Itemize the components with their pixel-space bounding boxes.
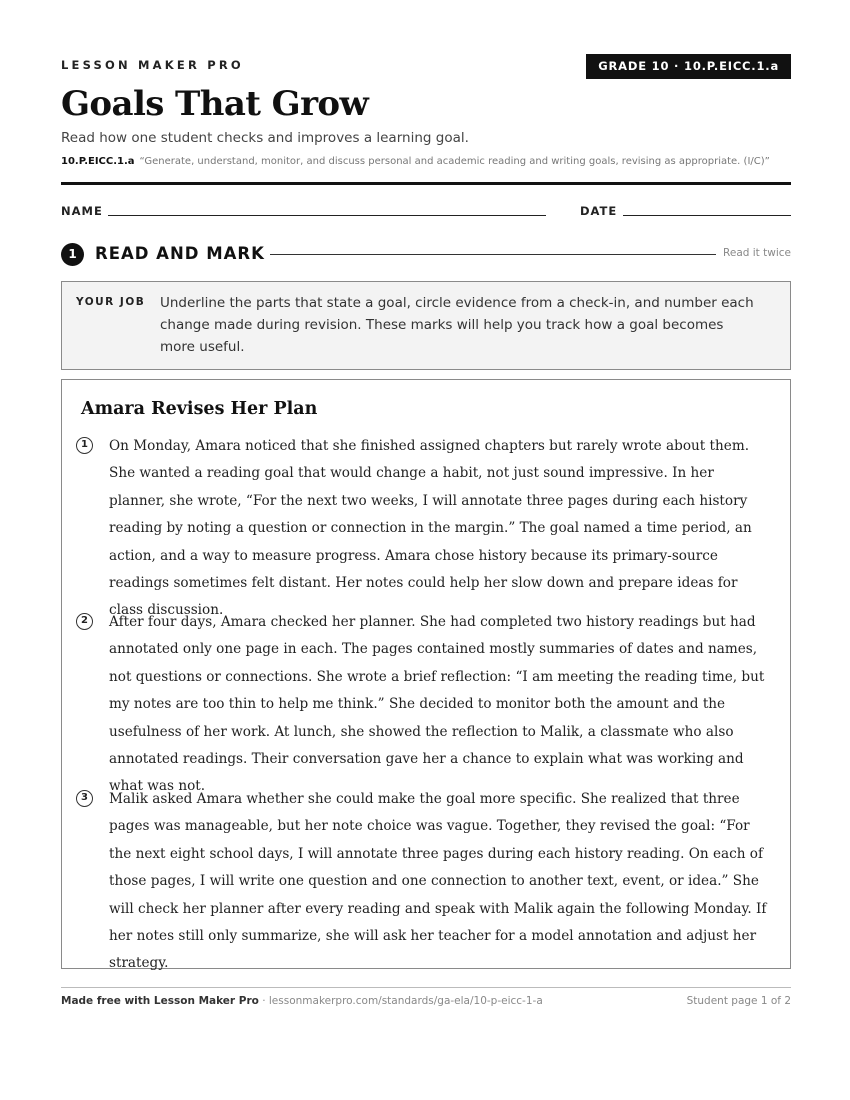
standard-code: 10.P.EICC.1.a (61, 156, 135, 167)
instructions-box (61, 281, 791, 370)
paragraph-text: After four days, Amara checked her planner. She had completed two history readings but had annotated only one page in each. The pages contained mostly summaries of dates and names, not questions or connections. She wrote a brief reflection: “I am meeting the reading time, but my notes are too thin to help me think.” She decided to monitor both the amount and the usefulness of her work. At lunch, she showed the reflection to Malik, a classmate who also annotated readings. Their conversation gave her a chance to explain what was working and what was not. (109, 614, 765, 795)
section-note: Read it twice (723, 247, 791, 259)
page-title: Goals That Grow (61, 84, 369, 124)
paragraph-number-badge: 3 (76, 790, 93, 807)
footer-url[interactable]: · lessonmakerpro.com/standards/ga-ela/10-p-eicc-1-a (262, 995, 543, 1007)
paragraph-text: On Monday, Amara noticed that she finished assigned chapters but rarely wrote about them. She wanted a reading goal that would change a habit, not just sound impressive. In her planner, she wrote, “For the next two weeks, I will annotate three pages during each history reading by noting a question or connection in the margin.” The goal named a time period, an action, and a way to measure progress. Amara chose history because its primary-source readings sometimes felt distant. Her notes could help her slow down and prepare ideas for class discussion. (109, 438, 752, 619)
paragraph-text: Malik asked Amara whether she could make the goal more specific. She realized that three pages was manageable, but her note choice was vague. Together, they revised the goal: “For the next eight school days, I will annotate three pages during each history reading. On each of those pages, I will write one question and one connection to another text, event, or idea.” She will check her planner after every reading and speak with Malik again the following Monday. If her notes still only summarize, she will ask her teacher for a model annotation and adjust her strategy. (109, 791, 767, 972)
reading-passage (61, 379, 791, 972)
instructions-label: YOUR JOB (76, 296, 146, 308)
standard-text: “Generate, understand, monitor, and discuss personal and academic reading and writing goals, revising as appropriate. (I/C)” (139, 156, 770, 167)
section-title: READ AND MARK (95, 244, 265, 263)
footer-divider (61, 987, 791, 988)
name-label: NAME (61, 204, 103, 218)
section-number-badge: 1 (61, 243, 84, 266)
grade-badge: GRADE 10 · 10.P.EICC.1.a (586, 54, 791, 79)
instructions-text: Underline the parts that state a goal, circle evidence from a check-in, and number each change made during revision. These marks will help you track how a goal becomes more useful. (160, 295, 754, 355)
passage-title: Amara Revises Her Plan (81, 399, 318, 419)
brand-name: LESSON MAKER PRO (61, 58, 244, 72)
standard-line (61, 156, 770, 167)
page-subtitle: Read how one student checks and improves a learning goal. (61, 130, 469, 146)
header-divider (61, 182, 791, 185)
paragraph-number-badge: 2 (76, 613, 93, 630)
name-field[interactable] (108, 215, 546, 216)
footer-made-with: Made free with Lesson Maker Pro (61, 995, 259, 1007)
date-field[interactable] (623, 215, 791, 216)
section-divider (270, 254, 716, 255)
date-label: DATE (580, 204, 618, 218)
paragraph-number-badge: 1 (76, 437, 93, 454)
section-header (61, 243, 791, 267)
footer-credit (61, 995, 543, 1007)
footer-page-number: Student page 1 of 2 (686, 995, 791, 1007)
